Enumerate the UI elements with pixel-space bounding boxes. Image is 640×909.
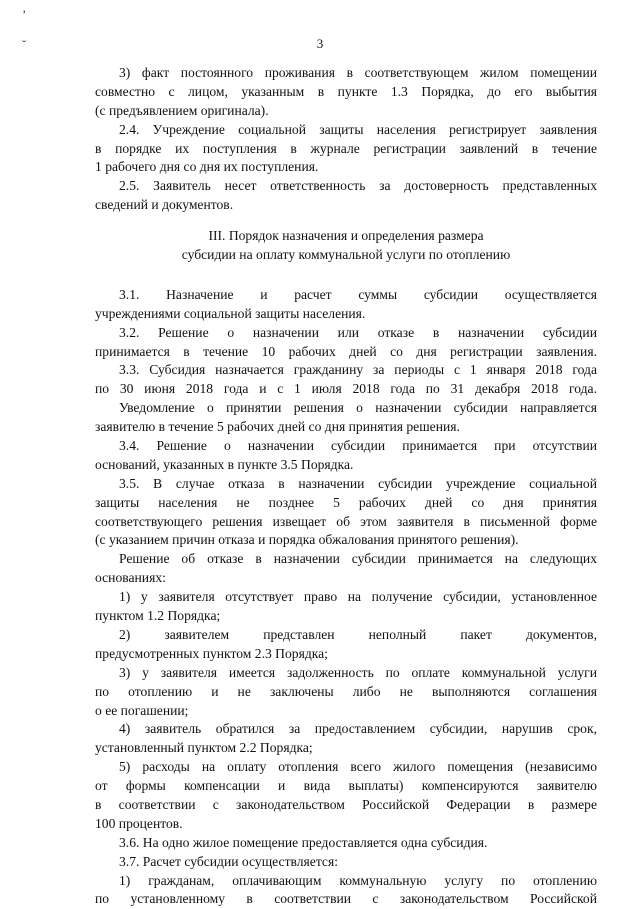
margin-mark-side: ˘ (22, 37, 27, 52)
text-line: защиты населения не позднее 5 рабочих дней со дня принятия (95, 494, 597, 510)
text-line: 4) заявитель обратился за предоставлением субсидии, нарушив срок, (119, 721, 597, 737)
text-line: 3.4. Решение о назначении субсидии принимается при отсутствии (119, 438, 597, 454)
section-heading: субсидии на оплату коммунальной услуги по отоплению (181, 247, 511, 263)
text-line: 3.2. Решение о назначении или отказе в назначении субсидии (119, 324, 597, 340)
text-line: 3) у заявителя имеется задолженность по оплате коммунальной услуги (119, 664, 597, 680)
text-line: о ее погашении; (95, 702, 189, 718)
page-number: 3 (316, 36, 324, 51)
text-line: предусмотренных пунктом 2.3 Порядка; (95, 645, 328, 661)
text-line: в порядке их поступления в журнале регистрации заявлений в течение (95, 140, 597, 156)
text-line: совместно с лицом, указанным в пункте 1.3 Порядка, до его выбытия (95, 83, 597, 99)
section-heading: III. Порядок назначения и определения размера (208, 228, 484, 244)
text-line: (с указанием причин отказа и порядка обжалования принятого решения). (95, 532, 519, 548)
text-line: 5) расходы на оплату отопления всего жилого помещения (независимо (119, 759, 597, 775)
text-line: 100 процентов. (95, 815, 183, 831)
text-line: установленный пунктом 2.2 Порядка; (95, 740, 313, 756)
text-line: Решение об отказе в назначении субсидии принимается на следующих (119, 551, 597, 567)
document-body (95, 64, 597, 909)
text-line: 3.1. Назначение и расчет суммы субсидии осуществляется (119, 286, 597, 302)
text-line: 1) у заявителя отсутствует право на получение субсидии, установленное (119, 589, 597, 605)
text-line: по установленному в соответствии с законодательством Российской (95, 891, 597, 907)
text-line: 3.3. Субсидия назначается гражданину за периоды с 1 января 2018 года (119, 362, 597, 378)
text-line: 3.5. В случае отказа в назначении субсидии учреждение социальной (119, 475, 597, 491)
text-line: 3) факт постоянного проживания в соответствующем жилом помещении (119, 65, 597, 80)
text-line: по отоплению и не заключены либо не выполняются соглашения (95, 683, 597, 699)
text-line: сведений и документов. (95, 197, 234, 213)
text-line: основаниях: (95, 570, 166, 586)
text-line: заявителю в течение 5 рабочих дней со дня принятия решения. (95, 419, 460, 435)
text-line: от формы компенсации и вида выплаты) компенсируются заявителю (95, 778, 597, 794)
text-line: Уведомление о принятии решения о назначении субсидии направляется (119, 400, 597, 416)
text-line: (с предъявлением оригинала). (95, 102, 269, 118)
text-line: в соответствии с законодательством Российской Федерации в размере (95, 796, 597, 812)
text-line: учреждениями социальной защиты населения. (95, 305, 366, 321)
text-line: 1) гражданам, оплачивающим коммунальную услугу по отоплению (119, 872, 597, 888)
text-line: соответствующего решения извещает об этом заявителя в письменной форме (95, 513, 597, 529)
margin-mark-top: ’ (22, 7, 27, 22)
text-line: 3.6. На одно жилое помещение предоставляется одна субсидия. (119, 834, 488, 850)
text-line: 3.7. Расчет субсидии осуществляется: (119, 853, 338, 869)
text-line: пунктом 1.2 Порядка; (95, 608, 221, 624)
text-line: 2.5. Заявитель несет ответственность за достоверность представленных (119, 178, 597, 194)
text-line: оснований, указанных в пункте 3.5 Порядка. (95, 456, 354, 472)
text-line: 2.4. Учреждение социальной защиты населения регистрирует заявления (119, 121, 597, 137)
text-line: принимается в течение 10 рабочих дней со дня регистрации заявления. (95, 343, 597, 359)
text-line: 2) заявителем представлен неполный пакет документов, (119, 626, 597, 642)
text-line: 1 рабочего дня со дня их поступления. (95, 159, 319, 175)
text-line: по 30 июня 2018 года и с 1 июля 2018 года по 31 декабря 2018 года. (95, 381, 597, 397)
